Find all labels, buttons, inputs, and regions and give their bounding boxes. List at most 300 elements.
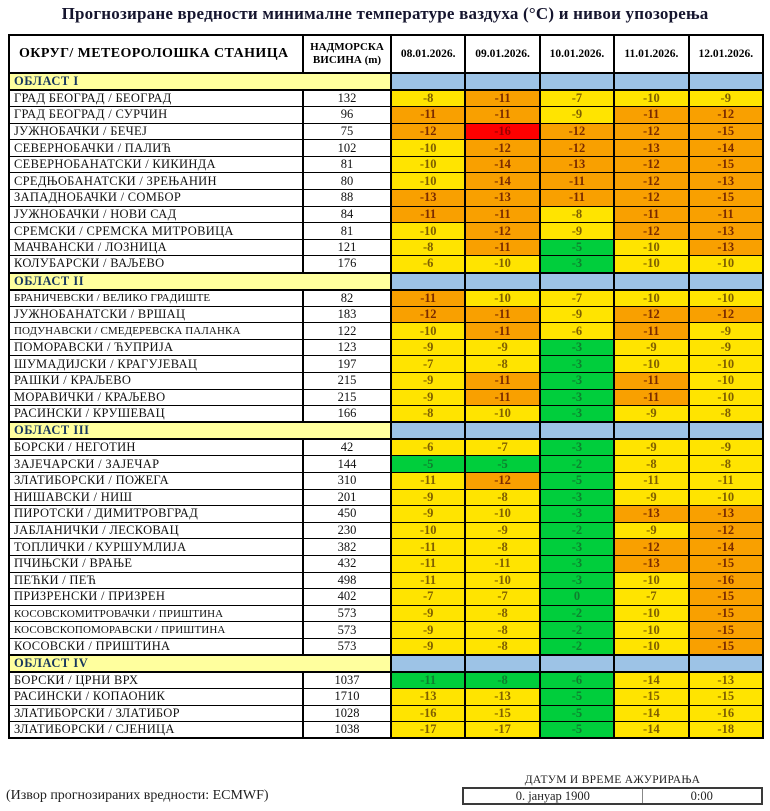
temp-cell: -13 xyxy=(614,506,688,523)
region-spacer-cell xyxy=(614,422,688,439)
temp-cell: -9 xyxy=(540,107,614,124)
temp-cell: -12 xyxy=(614,173,688,190)
temp-cell: -13 xyxy=(540,156,614,173)
col-header-station: ОКРУГ/ МЕТЕОРОЛОШКА СТАНИЦА xyxy=(9,35,303,73)
temp-cell: -10 xyxy=(689,356,763,373)
station-cell: БРАНИЧЕВСКИ / ВЕЛИКО ГРАДИШТЕ xyxy=(9,290,303,307)
temp-cell: 0 xyxy=(540,589,614,606)
temp-cell: -11 xyxy=(391,472,465,489)
station-row xyxy=(9,306,763,323)
region-spacer-cell xyxy=(689,655,763,672)
temp-cell: -17 xyxy=(391,722,465,739)
altitude-cell: 183 xyxy=(303,306,391,323)
region-spacer-cell xyxy=(614,273,688,290)
update-box xyxy=(462,787,763,805)
station-cell: ПОДУНАВСКИ / СМЕДЕРЕВСКА ПАЛАНКА xyxy=(9,323,303,340)
temp-cell: -2 xyxy=(540,638,614,655)
station-cell: ЗАЈЕЧАРСКИ / ЗАЈЕЧАР xyxy=(9,456,303,473)
temp-cell: -15 xyxy=(689,689,763,706)
station-cell: КОСОВСКОМИТРОВАЧКИ / ПРИШТИНА xyxy=(9,605,303,622)
temp-cell: -9 xyxy=(391,373,465,390)
temp-cell: -7 xyxy=(391,589,465,606)
altitude-cell: 176 xyxy=(303,256,391,273)
temp-cell: -10 xyxy=(465,290,539,307)
altitude-header-line2: ВИСИНА (m) xyxy=(312,54,382,66)
region-spacer-cell xyxy=(391,655,465,672)
station-cell: КОЛУБАРСКИ / ВАЉЕВО xyxy=(9,256,303,273)
altitude-cell: 1710 xyxy=(303,689,391,706)
station-cell: МОРАВИЧКИ / КРАЉЕВО xyxy=(9,389,303,406)
altitude-cell: 144 xyxy=(303,456,391,473)
station-cell: РАСИНСКИ / КОПАОНИК xyxy=(9,689,303,706)
temp-cell: -5 xyxy=(540,722,614,739)
altitude-cell: 230 xyxy=(303,522,391,539)
temp-cell: -12 xyxy=(540,123,614,140)
temp-cell: -13 xyxy=(689,506,763,523)
temp-cell: -8 xyxy=(465,356,539,373)
temp-cell: -11 xyxy=(391,206,465,223)
col-header-date-1: 08.01.2026. xyxy=(391,35,465,73)
altitude-cell: 132 xyxy=(303,90,391,107)
temp-cell: -8 xyxy=(391,90,465,107)
temp-cell: -8 xyxy=(465,638,539,655)
temp-cell: -14 xyxy=(689,539,763,556)
altitude-cell: 81 xyxy=(303,223,391,240)
temp-cell: -15 xyxy=(614,689,688,706)
temp-cell: -3 xyxy=(540,356,614,373)
temp-cell: -16 xyxy=(689,705,763,722)
station-row xyxy=(9,555,763,572)
temp-cell: -10 xyxy=(391,522,465,539)
temp-cell: -9 xyxy=(689,439,763,456)
region-spacer-cell xyxy=(391,422,465,439)
temp-cell: -8 xyxy=(540,206,614,223)
station-row xyxy=(9,589,763,606)
temp-cell: -15 xyxy=(465,705,539,722)
station-row xyxy=(9,689,763,706)
station-row xyxy=(9,140,763,157)
temp-cell: -10 xyxy=(391,323,465,340)
temp-cell: -13 xyxy=(689,672,763,689)
altitude-cell: 42 xyxy=(303,439,391,456)
temp-cell: -9 xyxy=(465,339,539,356)
temp-cell: -11 xyxy=(614,323,688,340)
temp-cell: -10 xyxy=(614,572,688,589)
station-cell: ПИРОТСКИ / ДИМИТРОВГРАД xyxy=(9,506,303,523)
temp-cell: -12 xyxy=(614,190,688,207)
temp-cell: -8 xyxy=(465,672,539,689)
station-cell: СЕВЕРНОБАНАТСКИ / КИКИНДА xyxy=(9,156,303,173)
region-spacer-cell xyxy=(689,273,763,290)
temp-cell: -14 xyxy=(614,722,688,739)
col-header-altitude xyxy=(303,35,391,73)
temp-cell: -5 xyxy=(540,239,614,256)
temp-cell: -12 xyxy=(391,306,465,323)
temp-cell: -10 xyxy=(391,156,465,173)
region-spacer-cell xyxy=(540,655,614,672)
region-label: ОБЛАСТ II xyxy=(9,273,391,290)
station-row xyxy=(9,123,763,140)
region-spacer-cell xyxy=(540,422,614,439)
temp-cell: -15 xyxy=(689,190,763,207)
temp-cell: -3 xyxy=(540,406,614,423)
temp-cell: -8 xyxy=(465,622,539,639)
temp-cell: -11 xyxy=(391,572,465,589)
station-cell: ЈУЖНОБАЧКИ / НОВИ САД xyxy=(9,206,303,223)
region-label: ОБЛАСТ I xyxy=(9,73,391,90)
temp-cell: -11 xyxy=(614,472,688,489)
temp-cell: -3 xyxy=(540,389,614,406)
temp-cell: -3 xyxy=(540,256,614,273)
col-header-date-5: 12.01.2026. xyxy=(689,35,763,73)
temp-cell: -9 xyxy=(689,339,763,356)
station-row xyxy=(9,605,763,622)
station-row xyxy=(9,173,763,190)
temp-cell: -9 xyxy=(391,506,465,523)
station-row xyxy=(9,107,763,124)
station-row xyxy=(9,90,763,107)
station-row xyxy=(9,638,763,655)
region-spacer-cell xyxy=(614,655,688,672)
temp-cell: -13 xyxy=(689,239,763,256)
temp-cell: -13 xyxy=(614,555,688,572)
temp-cell: -9 xyxy=(391,339,465,356)
station-cell: СЕВЕРНОБАЧКИ / ПАЛИЋ xyxy=(9,140,303,157)
altitude-cell: 88 xyxy=(303,190,391,207)
station-cell: ЈАБЛАНИЧКИ / ЛЕСКОВАЦ xyxy=(9,522,303,539)
station-cell: БОРСКИ / НЕГОТИН xyxy=(9,439,303,456)
temp-cell: -10 xyxy=(391,140,465,157)
station-cell: ПЕЋКИ / ПЕЋ xyxy=(9,572,303,589)
forecast-table xyxy=(8,34,764,739)
temp-cell: -11 xyxy=(614,206,688,223)
temp-cell: -9 xyxy=(391,489,465,506)
temp-cell: -9 xyxy=(391,638,465,655)
region-spacer-cell xyxy=(540,73,614,90)
temp-cell: -11 xyxy=(540,190,614,207)
station-cell: РАСИНСКИ / КРУШЕВАЦ xyxy=(9,406,303,423)
region-spacer-cell xyxy=(391,73,465,90)
temp-cell: -9 xyxy=(391,622,465,639)
temp-cell: -11 xyxy=(391,672,465,689)
altitude-cell: 1038 xyxy=(303,722,391,739)
temp-cell: -11 xyxy=(391,290,465,307)
temp-cell: -9 xyxy=(540,223,614,240)
temp-cell: -15 xyxy=(689,123,763,140)
station-cell: КОСОВСКОПОМОРАВСКИ / ПРИШТИНА xyxy=(9,622,303,639)
altitude-cell: 215 xyxy=(303,373,391,390)
temp-cell: -13 xyxy=(391,689,465,706)
altitude-cell: 573 xyxy=(303,605,391,622)
temp-cell: -11 xyxy=(614,373,688,390)
temp-cell: -3 xyxy=(540,373,614,390)
temp-cell: -9 xyxy=(391,389,465,406)
temp-cell: -9 xyxy=(391,605,465,622)
region-spacer-cell xyxy=(465,655,539,672)
temp-cell: -6 xyxy=(391,256,465,273)
temp-cell: -2 xyxy=(540,522,614,539)
altitude-header-line1: НАДМОРСКА xyxy=(310,41,384,54)
station-cell: ЗЛАТИБОРСКИ / ЗЛАТИБОР xyxy=(9,705,303,722)
temp-cell: -12 xyxy=(391,123,465,140)
temp-cell: -12 xyxy=(465,472,539,489)
temp-cell: -9 xyxy=(540,306,614,323)
region-spacer-cell xyxy=(465,273,539,290)
temp-cell: -3 xyxy=(540,506,614,523)
station-row xyxy=(9,290,763,307)
altitude-cell: 573 xyxy=(303,622,391,639)
region-spacer-cell xyxy=(465,73,539,90)
station-row xyxy=(9,323,763,340)
temp-cell: -9 xyxy=(689,323,763,340)
page-title: Прогнозиране вредности минималне температуре ваздуха (°C) и нивои упозорења xyxy=(61,4,709,23)
altitude-cell: 75 xyxy=(303,123,391,140)
altitude-cell: 82 xyxy=(303,290,391,307)
region-header-row xyxy=(9,422,763,439)
temp-cell: -11 xyxy=(465,323,539,340)
temp-cell: -5 xyxy=(465,456,539,473)
region-header-row xyxy=(9,73,763,90)
altitude-cell: 84 xyxy=(303,206,391,223)
station-row xyxy=(9,506,763,523)
temp-cell: -10 xyxy=(391,173,465,190)
temp-cell: -6 xyxy=(540,323,614,340)
col-header-date-4: 11.01.2026. xyxy=(614,35,688,73)
altitude-cell: 80 xyxy=(303,173,391,190)
region-spacer-cell xyxy=(465,422,539,439)
temp-cell: -14 xyxy=(614,705,688,722)
station-row xyxy=(9,472,763,489)
temp-cell: -11 xyxy=(465,306,539,323)
temp-cell: -13 xyxy=(689,173,763,190)
header-row xyxy=(9,35,763,73)
station-row xyxy=(9,206,763,223)
station-row xyxy=(9,256,763,273)
station-cell: ГРАД БЕОГРАД / СУРЧИН xyxy=(9,107,303,124)
temp-cell: -9 xyxy=(465,522,539,539)
station-cell: МАЧВАНСКИ / ЛОЗНИЦА xyxy=(9,239,303,256)
station-cell: ПРИЗРЕНСКИ / ПРИЗРЕН xyxy=(9,589,303,606)
temp-cell: -12 xyxy=(540,140,614,157)
temp-cell: -11 xyxy=(465,107,539,124)
temp-cell: -9 xyxy=(614,489,688,506)
altitude-cell: 402 xyxy=(303,589,391,606)
temp-cell: -15 xyxy=(689,589,763,606)
temp-cell: -7 xyxy=(540,290,614,307)
station-cell: ЗЛАТИБОРСКИ / СЈЕНИЦА xyxy=(9,722,303,739)
station-row xyxy=(9,239,763,256)
altitude-cell: 432 xyxy=(303,555,391,572)
temp-cell: -11 xyxy=(465,90,539,107)
altitude-cell: 81 xyxy=(303,156,391,173)
temp-cell: -10 xyxy=(614,256,688,273)
temp-cell: -13 xyxy=(689,223,763,240)
temp-cell: -8 xyxy=(391,239,465,256)
station-cell: ЈУЖНОБАЧКИ / БЕЧЕЈ xyxy=(9,123,303,140)
station-cell: ЈУЖНОБАНАТСКИ / ВРШАЦ xyxy=(9,306,303,323)
temp-cell: -9 xyxy=(689,90,763,107)
temp-cell: -14 xyxy=(465,156,539,173)
altitude-cell: 201 xyxy=(303,489,391,506)
station-cell: СРЕДЊОБАНАТСКИ / ЗРЕЊАНИН xyxy=(9,173,303,190)
temp-cell: -14 xyxy=(614,672,688,689)
temp-cell: -10 xyxy=(391,223,465,240)
temp-cell: -11 xyxy=(465,373,539,390)
update-date: 0. јануар 1900 xyxy=(464,789,643,803)
station-cell: ГРАД БЕОГРАД / БЕОГРАД xyxy=(9,90,303,107)
temp-cell: -3 xyxy=(540,555,614,572)
station-cell: ТОПЛИЧКИ / КУРШУМЛИЈА xyxy=(9,539,303,556)
altitude-cell: 498 xyxy=(303,572,391,589)
altitude-cell: 450 xyxy=(303,506,391,523)
altitude-cell: 310 xyxy=(303,472,391,489)
temp-cell: -15 xyxy=(689,156,763,173)
temp-cell: -11 xyxy=(391,107,465,124)
temp-cell: -9 xyxy=(614,522,688,539)
temp-cell: -10 xyxy=(465,406,539,423)
station-cell: РАШКИ / КРАЉЕВО xyxy=(9,373,303,390)
temp-cell: -10 xyxy=(614,239,688,256)
altitude-cell: 1028 xyxy=(303,705,391,722)
temp-cell: -10 xyxy=(614,356,688,373)
temp-cell: -3 xyxy=(540,339,614,356)
altitude-cell: 166 xyxy=(303,406,391,423)
temp-cell: -8 xyxy=(689,456,763,473)
station-cell: ЗЛАТИБОРСКИ / ПОЖЕГА xyxy=(9,472,303,489)
temp-cell: -10 xyxy=(614,605,688,622)
region-spacer-cell xyxy=(689,422,763,439)
altitude-cell: 96 xyxy=(303,107,391,124)
altitude-cell: 197 xyxy=(303,356,391,373)
temp-cell: -15 xyxy=(689,555,763,572)
station-cell: НИШАВСКИ / НИШ xyxy=(9,489,303,506)
temp-cell: -12 xyxy=(465,223,539,240)
temp-cell: -6 xyxy=(391,439,465,456)
station-cell: КОСОВСКИ / ПРИШТИНА xyxy=(9,638,303,655)
station-row xyxy=(9,406,763,423)
temp-cell: -10 xyxy=(614,290,688,307)
temp-cell: -8 xyxy=(391,406,465,423)
station-cell: ЗАПАДНОБАЧКИ / СОМБОР xyxy=(9,190,303,207)
temp-cell: -5 xyxy=(540,705,614,722)
temp-cell: -13 xyxy=(465,190,539,207)
region-spacer-cell xyxy=(614,73,688,90)
temp-cell: -10 xyxy=(614,622,688,639)
region-label: ОБЛАСТ III xyxy=(9,422,391,439)
temp-cell: -9 xyxy=(614,406,688,423)
temp-cell: -12 xyxy=(614,306,688,323)
station-row xyxy=(9,439,763,456)
temp-cell: -7 xyxy=(540,90,614,107)
temp-cell: -11 xyxy=(465,555,539,572)
temp-cell: -16 xyxy=(391,705,465,722)
temp-cell: -7 xyxy=(465,589,539,606)
altitude-cell: 215 xyxy=(303,389,391,406)
temp-cell: -3 xyxy=(540,439,614,456)
temp-cell: -12 xyxy=(689,522,763,539)
station-row xyxy=(9,722,763,739)
temp-cell: -10 xyxy=(689,373,763,390)
temp-cell: -13 xyxy=(465,689,539,706)
temp-cell: -18 xyxy=(689,722,763,739)
temp-cell: -12 xyxy=(614,223,688,240)
temp-cell: -10 xyxy=(465,572,539,589)
temp-cell: -15 xyxy=(689,605,763,622)
col-header-date-3: 10.01.2026. xyxy=(540,35,614,73)
station-row xyxy=(9,339,763,356)
temp-cell: -9 xyxy=(614,439,688,456)
temp-cell: -11 xyxy=(391,539,465,556)
region-spacer-cell xyxy=(391,273,465,290)
temp-cell: -12 xyxy=(689,306,763,323)
station-row xyxy=(9,489,763,506)
update-time: 0:00 xyxy=(690,789,713,803)
station-cell: ПОМОРАВСКИ / ЋУПРИЈА xyxy=(9,339,303,356)
temp-cell: -8 xyxy=(465,489,539,506)
temp-cell: -10 xyxy=(689,290,763,307)
station-row xyxy=(9,223,763,240)
temp-cell: -11 xyxy=(465,239,539,256)
region-header-row xyxy=(9,655,763,672)
temp-cell: -10 xyxy=(614,638,688,655)
region-spacer-cell xyxy=(540,273,614,290)
temp-cell: -5 xyxy=(540,472,614,489)
station-row xyxy=(9,373,763,390)
temp-cell: -7 xyxy=(391,356,465,373)
update-label: ДАТУМ И ВРЕМЕ АЖУРИРАЊА xyxy=(524,774,701,786)
station-row xyxy=(9,522,763,539)
temp-cell: -10 xyxy=(689,489,763,506)
temp-cell: -16 xyxy=(465,123,539,140)
station-cell: ШУМАДИЈСКИ / КРАГУЈЕВАЦ xyxy=(9,356,303,373)
station-row xyxy=(9,389,763,406)
temp-cell: -11 xyxy=(465,389,539,406)
temp-cell: -13 xyxy=(614,140,688,157)
temp-cell: -16 xyxy=(689,572,763,589)
temp-cell: -11 xyxy=(614,389,688,406)
temp-cell: -2 xyxy=(540,456,614,473)
region-spacer-cell xyxy=(689,73,763,90)
temp-cell: -3 xyxy=(540,489,614,506)
temp-cell: -15 xyxy=(689,622,763,639)
station-cell: БОРСКИ / ЦРНИ ВРХ xyxy=(9,672,303,689)
temp-cell: -11 xyxy=(540,173,614,190)
temp-cell: -3 xyxy=(540,539,614,556)
station-cell: ПЧИЊСКИ / ВРАЊЕ xyxy=(9,555,303,572)
station-row xyxy=(9,672,763,689)
temp-cell: -2 xyxy=(540,605,614,622)
temp-cell: -10 xyxy=(689,389,763,406)
temp-cell: -10 xyxy=(465,506,539,523)
temp-cell: -12 xyxy=(614,539,688,556)
temp-cell: -11 xyxy=(689,206,763,223)
temp-cell: -11 xyxy=(689,472,763,489)
station-cell: СРЕМСКИ / СРЕМСКА МИТРОВИЦА xyxy=(9,223,303,240)
temp-cell: -10 xyxy=(689,256,763,273)
source-note: (Извор прогнозираних вредности: ECMWF) xyxy=(6,788,269,803)
altitude-cell: 121 xyxy=(303,239,391,256)
altitude-cell: 1037 xyxy=(303,672,391,689)
station-row xyxy=(9,156,763,173)
temp-cell: -7 xyxy=(614,589,688,606)
altitude-cell: 123 xyxy=(303,339,391,356)
station-row xyxy=(9,572,763,589)
temp-cell: -10 xyxy=(465,256,539,273)
temp-cell: -13 xyxy=(391,190,465,207)
col-header-date-2: 09.01.2026. xyxy=(465,35,539,73)
temp-cell: -11 xyxy=(465,206,539,223)
temp-cell: -6 xyxy=(540,672,614,689)
